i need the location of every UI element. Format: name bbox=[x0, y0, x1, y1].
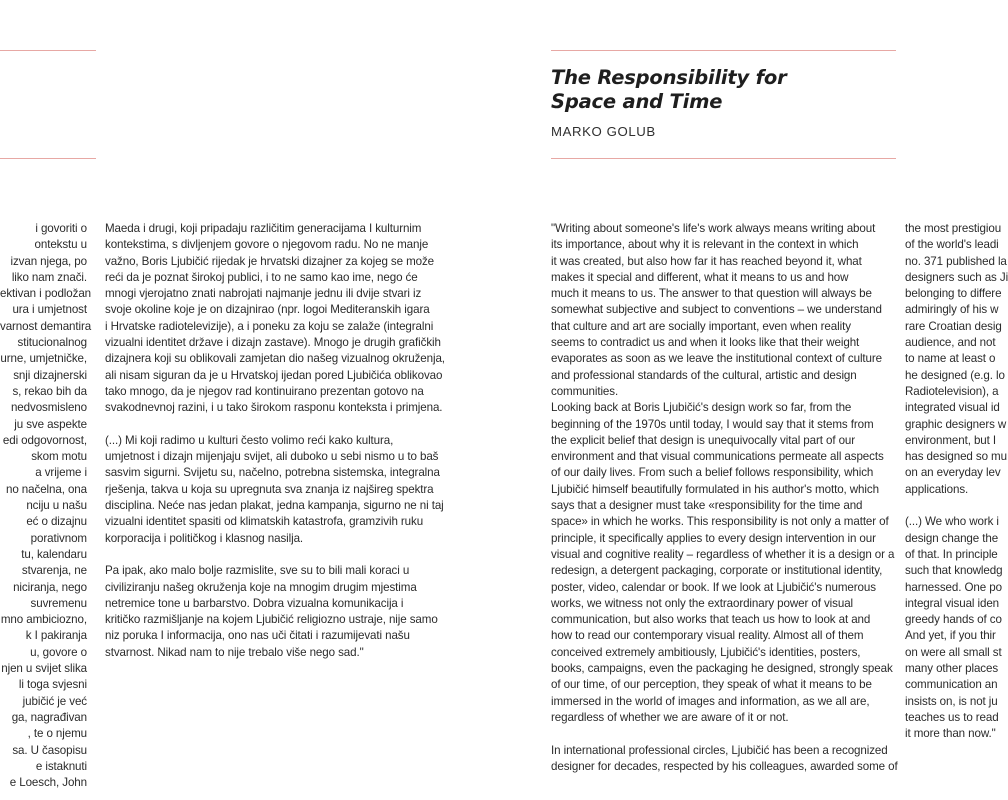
text-line: u, govore o bbox=[30, 645, 87, 659]
text-line: beginning of the 1970s until today, I would say that it stems from bbox=[551, 417, 874, 431]
text-line: poster, video, calendar or book. If we look at Ljubičić's numerous bbox=[551, 580, 876, 594]
article-title-line: Space and Time bbox=[551, 89, 723, 113]
text-line: svoje okoline koje je on dizajnirao (npr. logoi Mediteranskih igara bbox=[105, 303, 430, 317]
text-line: reći da je poznat širokoj publici, i to ne samo kao ime, nego će bbox=[105, 270, 418, 284]
text-line: graphic designers w bbox=[905, 417, 1007, 431]
text-line: has designed so mu bbox=[905, 450, 1007, 464]
text-line: of our daily lives. From such a belief follows responsibility, which bbox=[551, 466, 874, 480]
article-title-line: The Responsibility for bbox=[551, 66, 787, 89]
text-line: of the world's leadi bbox=[905, 238, 999, 252]
paragraph-gap bbox=[105, 547, 450, 563]
text-line: Radiotelevision), a bbox=[905, 384, 999, 398]
text-line: Maeda i drugi, koji pripadaju različitim generacijama I kulturnim bbox=[105, 222, 422, 235]
text-line: the most prestigiou bbox=[905, 222, 1002, 235]
text-line: kontekstima, s divljenjem govore o njegovom radu. No ne manje bbox=[105, 238, 429, 252]
text-line: ga, nagrađivan bbox=[11, 710, 87, 724]
top-rule-right bbox=[551, 50, 896, 51]
text-line: many other places bbox=[905, 662, 999, 676]
text-line: to name at least o bbox=[905, 352, 996, 366]
text-line: (...) Mi koji radimo u kulturi često volimo reći kako kultura, bbox=[105, 433, 394, 447]
text-line: redesign, a detergent packaging, corporate or institutional identity, bbox=[551, 564, 883, 578]
text-line: it was created, but also how far it has reached beyond it, what bbox=[551, 254, 862, 268]
paragraph-gap bbox=[551, 726, 906, 742]
text-line: belonging to differe bbox=[905, 287, 1002, 301]
paragraph-gap bbox=[105, 417, 450, 433]
text-line: it more than now." bbox=[905, 727, 996, 741]
text-line: stitucionalnog bbox=[17, 336, 87, 350]
text-line: such that knowledg bbox=[905, 564, 1003, 578]
text-line: rare Croatian desig bbox=[905, 319, 1002, 333]
text-line: kritičko razmišljanje na kojem Ljubičić religiozno ustraje, nije samo bbox=[105, 613, 438, 627]
text-line: that culture and art are socially important, even when reality bbox=[551, 319, 851, 333]
text-line: i Hrvatske radiotelevizije), a i poneku za koju se zalaže (integralni bbox=[105, 319, 434, 333]
text-line: sasvim sigurni. Svijetu su, načelno, potrebna sistemska, integralna bbox=[105, 466, 440, 480]
text-line: he designed (e.g. lo bbox=[905, 368, 1005, 382]
text-line: space» in which he works. This responsibility is not only a matter of bbox=[551, 515, 889, 529]
text-line: edi odgovornost, bbox=[2, 433, 87, 447]
text-line: audience, and not bbox=[905, 336, 996, 350]
text-line: its importance, about why it is relevant in the context in which bbox=[551, 238, 859, 252]
text-line: ontekstu u bbox=[34, 238, 87, 252]
text-line: mno ambiciozno, bbox=[0, 613, 87, 627]
text-line: ali nisam siguran da je u Hrvatskoj ijedan pored Ljubičića oblikovao bbox=[105, 368, 443, 382]
text-line: niciranja, nego bbox=[13, 580, 87, 594]
text-line: snji dizajnerski bbox=[13, 368, 87, 382]
text-line: applications. bbox=[905, 482, 969, 496]
text-line: works, we witness not only the extraordinary power of visual bbox=[551, 596, 854, 610]
text-line: urne, umjetničke, bbox=[0, 352, 87, 366]
text-line: Ljubičić himself beautifully formulated in his author's motto, which bbox=[551, 482, 879, 496]
text-line: environment and that visual communications permeate all aspects bbox=[551, 450, 884, 464]
text-line: ektivan i podložan bbox=[0, 287, 92, 301]
text-line: vizualni identitet spasiti od klimatskih katastrofa, gramzivih ruku bbox=[105, 515, 424, 529]
author-name: MARKO GOLUB bbox=[551, 124, 656, 139]
text-line: suvremenu bbox=[30, 596, 87, 610]
text-line: seems to contradict us and when it looks like that their weight bbox=[551, 336, 860, 350]
text-line: immersed in the world of images and information, as we all are, bbox=[551, 694, 870, 708]
text-line: skom motu bbox=[31, 450, 87, 464]
text-line: rješenja, takva u koja su upregnuta sva znanja iz najšireg spektra bbox=[105, 482, 434, 496]
text-line: jubičić je već bbox=[22, 694, 87, 708]
text-line: i govoriti o bbox=[35, 222, 87, 235]
text-line: liko nam znači. bbox=[11, 270, 87, 284]
text-line: netremice tone u barbarstvo. Dobra vizualna komunikacija i bbox=[105, 596, 404, 610]
text-line: s, rekao bih da bbox=[12, 384, 87, 398]
text-line: no. 371 published la bbox=[905, 254, 1007, 268]
text-line: važno, Boris Ljubičić rijedak je hrvatski dizajner za kojeg se može bbox=[105, 254, 435, 268]
text-line: design change the bbox=[905, 531, 999, 545]
text-line: of that. In principle bbox=[905, 547, 998, 561]
text-line: niz poruka I informacija, ono nas uči čitati i razumijevati našu bbox=[105, 629, 410, 643]
croatian-column-middle bbox=[105, 221, 450, 721]
text-line: e istaknuti bbox=[35, 759, 87, 773]
text-line: stvarnost. Nikad nam to nije trebalo više nego sad." bbox=[105, 645, 364, 659]
text-line: li toga svjesni bbox=[18, 678, 87, 692]
text-line: admiringly of his w bbox=[905, 303, 999, 317]
text-line: greedy hands of co bbox=[905, 613, 1002, 627]
text-line: nedvosmisleno bbox=[10, 401, 87, 415]
text-line: no načelna, ona bbox=[5, 482, 87, 496]
text-line: porativnom bbox=[30, 531, 87, 545]
text-line: svakodnevnoj razini, i u tako širokom rasponu konteksta i primjena. bbox=[105, 401, 443, 415]
english-column-right-fragment bbox=[905, 221, 1008, 766]
english-column-main bbox=[551, 221, 906, 786]
text-line: on were all small st bbox=[905, 645, 1002, 659]
text-line: mnogi vjerojatno znati nabrojati najmanje jednu ili dvije stvari iz bbox=[105, 287, 422, 301]
text-line: Looking back at Boris Ljubičić's design work so far, from the bbox=[551, 401, 852, 415]
text-line: insists on, is not ju bbox=[905, 694, 998, 708]
text-line: tako mnogo, da je njegov rad kontinuirano prezentan gotovo na bbox=[105, 384, 424, 398]
text-line: integral visual iden bbox=[905, 596, 1000, 610]
text-line: civiliziranju našeg okruženja koje na mnogim drugim mjestima bbox=[105, 580, 417, 594]
text-line: environment, but I bbox=[905, 433, 997, 447]
text-line: nciju u našu bbox=[26, 499, 87, 513]
text-line: teaches us to read bbox=[905, 710, 999, 724]
text-line: integrated visual id bbox=[905, 401, 1000, 415]
text-line: ura i umjetnost bbox=[12, 303, 87, 317]
text-line: evaporates as soon as we leave the institutional context of culture bbox=[551, 352, 883, 366]
article-title bbox=[551, 66, 787, 113]
text-line: varnost demantira bbox=[0, 319, 92, 333]
text-line: izvan njega, po bbox=[10, 254, 87, 268]
text-line: designers such as Ji bbox=[905, 270, 1008, 284]
mid-rule-left bbox=[0, 158, 96, 159]
text-line: books, campaigns, even the packaging he designed, strongly speak bbox=[551, 662, 893, 676]
text-line: visual and cognitive reality – regardless of whether it is a design or a bbox=[551, 547, 895, 561]
top-rule-left bbox=[0, 50, 96, 51]
paragraph-gap bbox=[905, 498, 1000, 514]
text-line: a vrijeme i bbox=[35, 466, 87, 480]
text-line: e Loesch, John bbox=[9, 776, 87, 790]
text-line: "Writing about someone's life's work always means writing about bbox=[551, 222, 876, 235]
text-line: korporacija i političkog i klasnog nasilja. bbox=[105, 531, 304, 545]
text-line: disciplina. Neće nas jedan plakat, jedna kampanja, sigurno ne ni taj bbox=[105, 499, 444, 513]
text-line: And yet, if you thir bbox=[905, 629, 996, 643]
text-line: how to read our contemporary visual reality. Almost all of them bbox=[551, 629, 864, 643]
text-line: tu, kalendaru bbox=[21, 547, 87, 561]
text-line: stvarenja, ne bbox=[21, 564, 87, 578]
text-line: on an everyday lev bbox=[905, 466, 1001, 480]
croatian-column-left-fragment bbox=[0, 221, 92, 790]
text-line: eć o dizajnu bbox=[26, 515, 87, 529]
text-line: harnessed. One po bbox=[905, 580, 1002, 594]
text-line: regardless of whether we are aware of it or not. bbox=[551, 710, 789, 724]
text-line: (...) We who work i bbox=[905, 515, 999, 529]
text-line: vizualni identitet države i dizajn zastave). Mnogo je drugih grafičkih bbox=[105, 336, 441, 350]
text-line: and professional standards of the cultural, artistic and design bbox=[551, 368, 857, 382]
text-line: conceived extremely ambitiously, Ljubičić's identities, posters, bbox=[551, 645, 861, 659]
text-line: dizajnera koji su oblikovali zamjetan dio našeg vizualnog okruženja, bbox=[105, 352, 445, 366]
text-line: njen u svijet slika bbox=[1, 662, 87, 676]
text-line: somewhat subjective and subject to conventions – we understand bbox=[551, 303, 882, 317]
text-line: makes it special and different, what it means to us and how bbox=[551, 270, 849, 284]
text-line: Pa ipak, ako malo bolje razmislite, sve su to bili mali koraci u bbox=[105, 564, 410, 578]
text-line: communication an bbox=[905, 678, 998, 692]
text-line: sa. U časopisu bbox=[12, 743, 87, 757]
text-line: k I pakiranja bbox=[25, 629, 87, 643]
text-line: principle, it specifically applies to every design intervention in our bbox=[551, 531, 876, 545]
text-line: , te o njemu bbox=[27, 727, 87, 741]
text-line: says that a designer must take «responsibility for the time and bbox=[551, 499, 863, 513]
text-line: the explicit belief that design is unequivocally vital part of our bbox=[551, 433, 856, 447]
text-line: In international professional circles, Ljubičić has been a recognized bbox=[551, 743, 888, 757]
mid-rule-right bbox=[551, 158, 896, 159]
text-line: communities. bbox=[551, 384, 619, 398]
text-line: designer for decades, respected by his colleagues, awarded some of bbox=[551, 759, 898, 773]
text-line: of our time, of our perception, they speak of what it means to be bbox=[551, 678, 872, 692]
text-line: much it means to us. The answer to that question will always be bbox=[551, 287, 872, 301]
text-line: umjetnost i dizajn mijenjaju svijet, ali duboko u sebi nismo u to baš bbox=[105, 450, 439, 464]
text-line: ju sve aspekte bbox=[14, 417, 87, 431]
text-line: communication, but also works that teach us how to look at and bbox=[551, 613, 871, 627]
